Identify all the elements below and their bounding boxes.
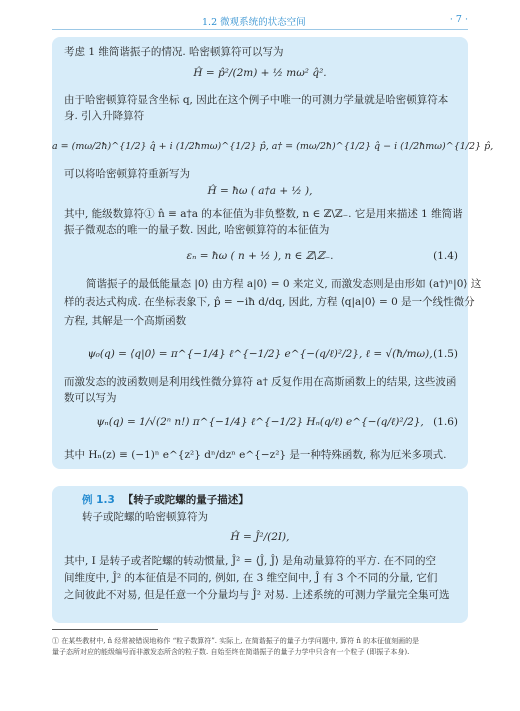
equation-1-4: εₙ = ħω ( n + ½ ), n ∈ ℤ\ℤ₋. — [186, 250, 334, 262]
text-line: 其中 Hₙ(z) ≡ (−1)ⁿ e^{z²} dⁿ/dzⁿ e^{−z²} 是一种特殊函数, 称为厄米多项式. — [64, 449, 447, 461]
text-line: 之间彼此不对易, 但是任意一个分量均与 Ĵ² 对易. 上述系统的可测力学量完全集可选 — [64, 589, 450, 601]
footnote — [52, 636, 468, 658]
equation-number: (1.4) — [433, 250, 458, 262]
running-header — [52, 14, 468, 28]
footnote-line: 量子态所对应的能级编号而非激发态所含的粒子数. 自始至终在简谐振子的量子力学中只含有一个粒子 (即振子本身). — [52, 648, 410, 656]
page-number: · 7 · — [449, 14, 468, 25]
text-line: 振子微观态的唯一的量子数. 因此, 哈密顿算符的本征值为 — [64, 224, 330, 236]
example-label: 例 1.3 — [82, 494, 115, 506]
text-line: 方程, 其解是一个高斯函数 — [64, 315, 187, 327]
harmonic-oscillator-box — [52, 37, 494, 469]
equation-1-6: ψₙ(q) = 1/√(2ⁿ n!) π^{−1/4} ℓ^{−1/2} Hₙ(q/ℓ) e^{−(q/ℓ)²/2}, — [96, 416, 424, 428]
text-line: 身. 引入升降算符 — [64, 110, 145, 122]
footnote-line: ① 在某些教材中, n̂ 经常被错误地称作 “粒子数算符”. 实际上, 在简谐振子的量子力学问题中, 算符 n̂ 的本征值刻画的是 — [52, 637, 420, 645]
footnote-rule — [52, 629, 158, 630]
example-box — [52, 486, 468, 623]
header-rule — [52, 29, 468, 30]
text-line: 数可以写为 — [64, 392, 117, 404]
text-line: 间维度中, Ĵ² 的本征值是不同的, 例如, 在 3 维空间中, Ĵ 有 3 个不同的分量, 它们 — [64, 572, 438, 584]
equation-hamiltonian-ladder: Ĥ = ħω ( a†a + ½ ), — [207, 185, 313, 197]
equation-rotor-hamiltonian: Ĥ = Ĵ²/(2I), — [230, 531, 290, 543]
equation-number: (1.5) — [433, 348, 458, 360]
section-title: 1.2 微观系统的状态空间 — [202, 17, 306, 28]
text-line: 考虑 1 维简谐振子的情况. 哈密顿算符可以写为 — [64, 46, 284, 58]
text-line: 其中, I 是转子或者陀螺的转动惯量, Ĵ² = ⟨Ĵ, Ĵ⟩ 是角动量算符的平方. 在不同的空 — [64, 555, 437, 567]
text-line: 由于哈密顿算符显含坐标 q, 因此在这个例子中唯一的可测力学量就是哈密顿算符本 — [64, 94, 449, 106]
example-title: 【转子或陀螺的量子描述】 — [122, 494, 249, 506]
text-line: 而激发态的波函数则是利用线性微分算符 a† 反复作用在高斯函数上的结果, 这些波函 — [64, 376, 457, 388]
equation-ladder-operators: a = (mω/2ħ)^{1/2} q̂ + i (1/2ħmω)^{1/2} p̂, a† = (mω/2ħ)^{1/2} q̂ − i (1/2ħmω)^{1/2} p̂, — [52, 141, 494, 152]
equation-hamiltonian: Ĥ = p̂²/(2m) + ½ mω² q̂². — [193, 67, 327, 79]
text-line: 简谐振子的最低能量态 |0⟩ 由方程 a|0⟩ = 0 来定义, 而激发态则是由形如 (a†)ⁿ|0⟩ 这 — [86, 278, 482, 290]
equation-1-5: ψ₀(q) = ⟨q|0⟩ = π^{−1/4} ℓ^{−1/2} e^{−(q/ℓ)²/2}, ℓ = √(ħ/mω), — [87, 348, 433, 360]
equation-number: (1.6) — [433, 416, 458, 428]
text-line: 可以将哈密顿算符重新写为 — [64, 168, 190, 180]
text-line: 其中, 能级数算符① n̂ ≡ a†a 的本征值为非负整数, n ∈ ℤ\ℤ₋. 它是用来描述 1 维简谐 — [64, 208, 463, 220]
text-line: 样的表达式构成. 在坐标表象下, p̂ = −iħ d/dq, 因此, 方程 ⟨q|a|0⟩ = 0 是一个线性微分 — [64, 296, 475, 308]
example-heading — [82, 493, 249, 507]
text-line: 转子或陀螺的哈密顿算符为 — [82, 511, 208, 523]
